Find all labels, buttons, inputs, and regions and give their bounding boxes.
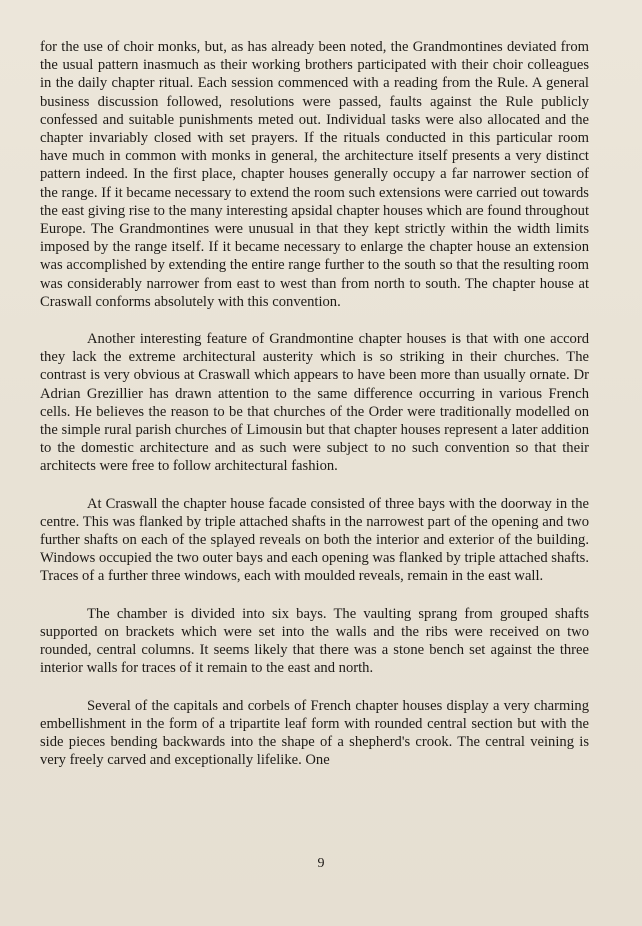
page-number: 9 [317, 856, 325, 871]
paragraph-capitals: Several of the capitals and corbels of French chapter houses display a very charming embellishment in the form of a tripartite leaf form with rounded central section but with the side pieces bending backwards into the shape of a shepherd's crook. The central veining is very freely carved and exceptionally lifelike. One [40, 697, 589, 769]
paragraph-chapter-ritual: for the use of choir monks, but, as has already been noted, the Grandmontines deviated from the usual pattern inasmuch as their working brothers participated with their choir colleagues in the daily chapter ritual. Each session commenced with a reading from the Rule. A general business discussion followed, resolutions were passed, faults against the Rule publicly confessed and suitable punishments meted out. Individual tasks were also allocated and the chapter invariably closed with set prayers. If the rituals conducted in this particular room have much in common with monks in general, the architecture itself presents a very distinct pattern indeed. In the first place, chapter houses generally occupy a far narrower section of the range. If it became necessary to extend the room such extensions were carried out towards the east giving rise to the many interesting apsidal chapter houses which are found throughout Europe. The Grandmontines were unusual in that they kept strictly within the width limits imposed by the range itself. If it became necessary to enlarge the chapter house an extension was accomplished by extending the entire range further to the south so that the resulting room was considerably narrower from east to west than from north to south. The chapter house at Craswall conforms absolutely with this convention. [40, 39, 589, 310]
paragraph-facade: At Craswall the chapter house facade consisted of three bays with the doorway in the centre. This was flanked by triple attached shafts in the narrowest part of the opening and two further shafts on each of the splayed reveals on both the interior and exterior of the building. Windows occupied the two outer bays and each opening was flanked by triple attached shafts. Traces of a further three windows, each with moulded reveals, remain in the east wall. [40, 495, 589, 585]
paragraph-chamber: The chamber is divided into six bays. The vaulting sprang from grouped shafts supported on brackets which were set into the walls and the ribs were received on two rounded, central columns. It seems likely that there was a stone bench set against the three interior walls for traces of it remain to the east and north. [40, 605, 589, 677]
paragraph-architectural-contrast: Another interesting feature of Grandmontine chapter houses is that with one accord they lack the extreme architectural austerity which is so striking in their churches. The contrast is very obvious at Craswall which appears to have been more than usually ornate. Dr Adrian Grezillier has drawn attention to the same difference occurring in various French cells. He believes the reason to be that churches of the Order were traditionally modelled on the simple rural parish churches of Limousin but that chapter houses represent a later addition to the domestic architecture and as such were subject to no such convention so that their architects were free to follow architectural fashion. [40, 331, 589, 475]
body-text [40, 38, 589, 788]
